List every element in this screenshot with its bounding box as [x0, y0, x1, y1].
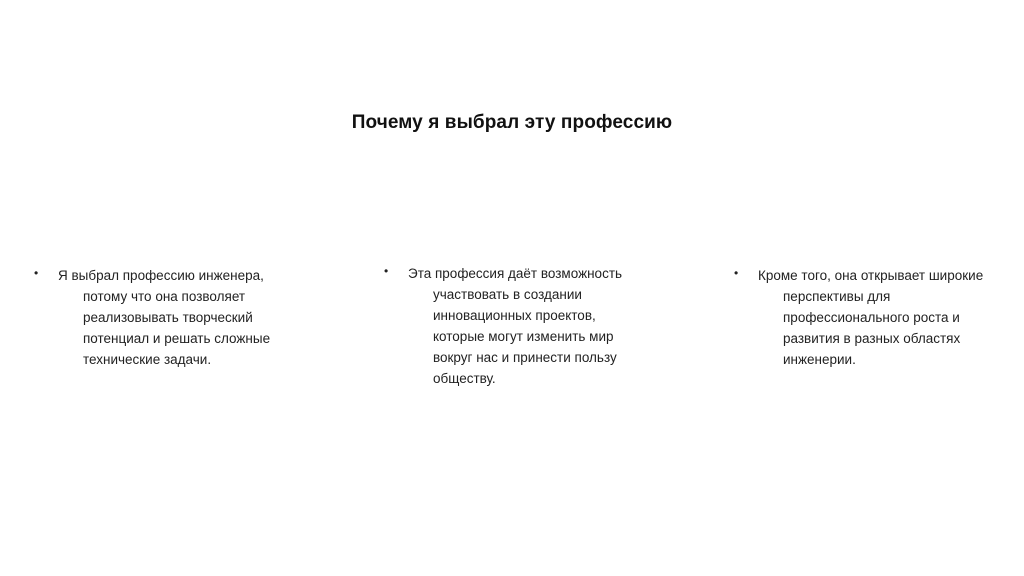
bullet-dot-icon: •: [384, 264, 389, 278]
bullet-text-line: вокруг нас и принести пользу: [433, 350, 617, 365]
bullet-item: [384, 263, 644, 389]
bullet-text-line: потому что она позволяет: [83, 289, 246, 304]
bullet-text-line: обществу.: [433, 371, 496, 386]
bullet-text-line: потенциал и решать сложные: [83, 331, 271, 346]
bullet-text-line: Эта профессия даёт возможность: [408, 266, 623, 281]
bullet-text-line: инженерии.: [783, 352, 856, 367]
bullet-text-line: участвовать в создании: [433, 287, 582, 302]
bullet-text-line: технические задачи.: [83, 352, 212, 367]
bullet-item: [734, 265, 994, 370]
bullet-text-line: профессионального роста и: [783, 310, 960, 325]
bullet-column-1: [34, 265, 294, 370]
bullet-text-line: Я выбрал профессию инженера,: [58, 268, 264, 283]
bullet-text-line: развития в разных областях: [783, 331, 961, 346]
bullet-column-3: [734, 265, 994, 370]
slide-title: Почему я выбрал эту профессию: [351, 112, 673, 133]
bullet-text-line: инновационных проектов,: [433, 308, 596, 323]
bullet-text-line: перспективы для: [783, 289, 891, 304]
bullet-column-2: [384, 263, 644, 389]
bullet-text-line: Кроме того, она открывает широкие: [758, 268, 984, 283]
bullet-text-line: которые могут изменить мир: [433, 329, 614, 344]
bullet-dot-icon: •: [734, 266, 739, 280]
bullet-dot-icon: •: [34, 266, 39, 280]
bullet-item: [34, 265, 294, 370]
bullet-text-line: реализовывать творческий: [83, 310, 253, 325]
